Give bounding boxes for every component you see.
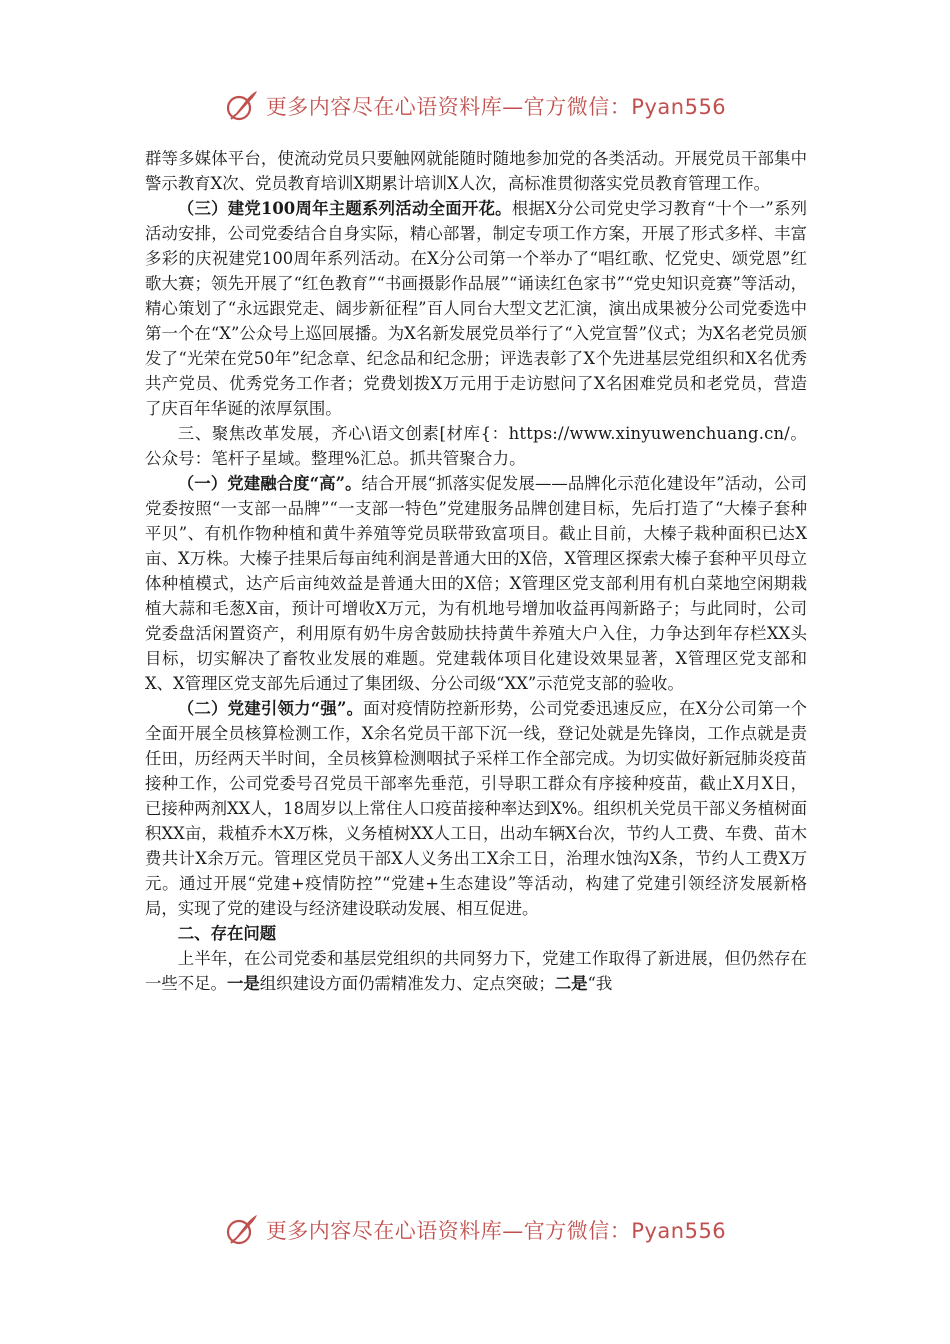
section-heading: （二）党建引领力“强”。 (177, 699, 364, 718)
quill-logo-icon (224, 1212, 260, 1248)
paragraph-centenary-activities (145, 196, 807, 421)
paragraph-integration (145, 471, 807, 696)
paragraph-text: 上半年，在公司党委和基层党组织的共同努力下，党建工作取得了新进展，但仍然存在一些不足。 (145, 949, 807, 993)
emphasis-second: 二是 (554, 974, 588, 993)
paragraph-text: 根据X分公司党史学习教育“十个一”系列活动安排，公司党委结合自身实际，精心部署，制定专项工作方案，开展了形式多样、丰富多彩的庆祝建党100周年系列活动。在X分公司第一个举办了“唱红歌、忆党史、颂党恩”红歌大赛；领先开展了“红色教育”“书画摄影作品展”“诵读红色家书”“党史知识竞赛”等活动，精心策划了“永远跟党走、阔步新征程”百人同台大型文艺汇演，演出成果被分公司党委选中第一个在“X”公众号上巡回展播。为X名新发展党员举行了“入党宣誓”仪式；为X名老党员颁发了“光荣在党50年”纪念章、纪念品和纪念册；评选表彰了X个先进基层党组织和X名优秀共产党员、优秀党务工作者；党费划拨X万元用于走访慰问了X名困难党员和老党员，营造了庆百年华诞的浓厚氛围。 (145, 199, 807, 418)
paragraph-text: 组织建设方面仍需精准发力、定点突破； (259, 974, 555, 993)
document-body (145, 146, 807, 996)
paragraph-text: “我 (587, 974, 613, 993)
paragraph-section-three: 三、聚焦改革发展，齐心\语文创素[材库{：https://www.xinyuwenchuang.cn/。公众号：笔杆子星域。整理%汇总。抓共管聚合力。 (145, 424, 807, 468)
section-heading: （一）党建融合度“高”。 (177, 474, 362, 493)
paragraph-text: 结合开展“抓落实促发展——品牌化示范化建设年”活动，公司党委按照“一支部一品牌”“一支部一特色”党建服务品牌创建目标，先后打造了“大榛子套种平贝”、有机作物种植和黄牛养殖等党员联带致富项目。截止目前，大榛子栽种面积已达X亩、X万株。大榛子挂果后每亩纯利润是普通大田的X倍，X管理区探索大榛子套种平贝母立体种植模式，达产后亩纯效益是普通大田的X倍；X管理区党支部利用有机白菜地空闲期栽植大蒜和毛葱X亩，预计可增收X万元，为有机地号增加收益再闯新路子；与此同时，公司党委盘活闲置资产，利用原有奶牛房舍鼓励扶持黄牛养殖大户入住，力争达到年存栏XX头目标，切实解决了畜牧业发展的难题。党建载体项目化建设效果显著，X管理区党支部和X、X管理区党支部先后通过了集团级、分公司级“XX”示范党支部的验收。 (145, 474, 807, 693)
paragraph-problems (145, 946, 807, 996)
paragraph-text: 面对疫情防控新形势，公司党委迅速反应，在X分公司第一个全面开展全员核算检测工作，X余名党员干部下沉一线，登记处就是先锋岗，工作点就是责任田，历经两天半时间，全员核算检测咽拭子采样工作全部完成。为切实做好新冠肺炎疫苗接种工作，公司党委号召党员干部率先垂范，引导职工群众有序接种疫苗，截止X月X日，已接种两剂XX人，18周岁以上常住人口疫苗接种率达到X%。组织机关党员干部义务植树面积XX亩，栽植乔木X万株，义务植树XX人工日，出动车辆X台次，节约人工费、车费、苗木费共计X余万元。管理区党员干部X人义务出工X余工日，治理水蚀沟X条，节约人工费X万元。通过开展“党建+疫情防控”“党建+生态建设”等活动，构建了党建引领经济发展新格局，实现了党的建设与经济建设联动发展、相互促进。 (145, 699, 807, 918)
watermark-text: 更多内容尽在心语资料库—官方微信：Pyan556 (265, 1219, 727, 1243)
watermark-text: 更多内容尽在心语资料库—官方微信：Pyan556 (265, 95, 727, 119)
quill-logo-icon (224, 88, 260, 124)
watermark-header (0, 86, 950, 126)
paragraph-leadership (145, 696, 807, 921)
watermark-footer (0, 1210, 950, 1250)
heading-text: 二、存在问题 (177, 924, 277, 943)
section-heading: （三）建党100周年主题系列活动全面开花。 (177, 199, 512, 218)
section-heading-problems (145, 921, 807, 946)
paragraph-continuation: 群等多媒体平台，使流动党员只要触网就能随时随地参加党的各类活动。开展党员干部集中警示教育X次、党员教育培训X期累计培训X人次，高标准贯彻落实党员教育管理工作。 (145, 149, 807, 193)
emphasis-first: 一是 (226, 974, 260, 993)
